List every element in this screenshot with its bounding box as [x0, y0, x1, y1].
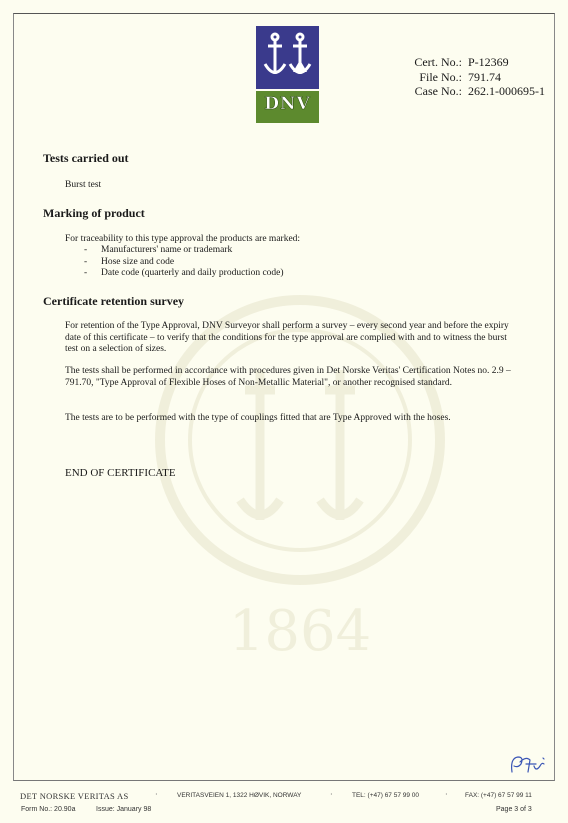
retention-heading: Certificate retention survey — [43, 294, 185, 308]
case-no-row — [404, 84, 545, 99]
footer-company: DET NORSKE VERITAS AS — [20, 791, 129, 801]
logo-text: DNV — [264, 94, 311, 114]
list-item: - Manufacturers' name or trademark — [84, 245, 284, 257]
tests-text: Burst test — [65, 180, 102, 190]
certificate-info — [404, 55, 545, 99]
footer-tel: TEL: (+47) 67 57 99 00 — [352, 792, 420, 799]
case-no-label: Case No.: — [414, 84, 462, 98]
cert-no-value: P-12369 — [468, 55, 509, 69]
retention-para-3: The tests are to be performed with the type of couplings fitted that are Type Approved with the hoses. — [65, 413, 451, 423]
dnv-logo — [256, 26, 319, 123]
footer-address: VERITASVEIEN 1, 1322 HØVIK, NORWAY — [177, 792, 302, 799]
footer-page: Page 3 of 3 — [496, 806, 532, 813]
footer-separator: · — [330, 790, 333, 799]
file-no-label: File No.: — [419, 69, 462, 84]
footer-separator: · — [445, 790, 448, 799]
anchor-icon — [256, 26, 319, 89]
tests-heading: Tests carried out — [43, 151, 129, 165]
case-no-value: 262.1-000695-1 — [468, 84, 545, 98]
list-item: - Date code (quarterly and daily production code) — [84, 268, 284, 280]
cert-no-row — [404, 55, 545, 70]
footer-form-no: Form No.: 20.90a — [21, 806, 76, 813]
marking-intro: For traceability to this type approval the products are marked: — [65, 234, 301, 244]
marking-heading: Marking of product — [43, 206, 145, 220]
signature — [508, 752, 548, 778]
cert-no-label: Cert. No.: — [414, 55, 462, 69]
svg-text:1864: 1864 — [228, 599, 372, 664]
file-no-value: 791.74 — [468, 69, 501, 84]
retention-para-1: For retention of the Type Approval, DNV Surveyor shall perform a survey – every second year and before the expiry date of this certificate – to verify that the conditions for the type approval are complied with and to witness the burst test on a selection of sizes. — [65, 321, 509, 354]
end-of-certificate: END OF CERTIFICATE — [65, 467, 176, 479]
logo-anchors-panel — [256, 26, 319, 89]
retention-para-2: The tests shall be performed in accordance with procedures given in Det Norske Veritas' Certification Notes no. 2.9 – 791.70, "Type Approval of Flexible Hoses of Non-Metallic Material", or another recognised standard. — [65, 366, 511, 388]
footer-separator: · — [155, 790, 158, 799]
file-no-row — [404, 70, 545, 85]
marking-list — [84, 245, 284, 280]
footer-issue: Issue: January 98 — [96, 806, 152, 813]
footer-fax: FAX: (+47) 67 57 99 11 — [465, 792, 532, 799]
list-item: - Hose size and code — [84, 257, 284, 269]
